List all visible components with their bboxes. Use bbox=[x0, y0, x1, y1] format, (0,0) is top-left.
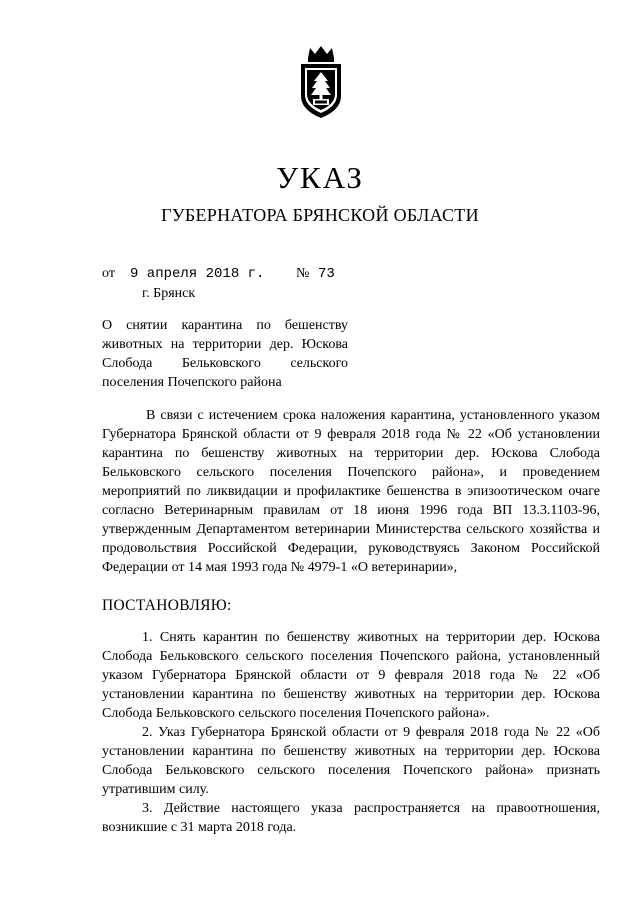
number-value: 73 bbox=[318, 266, 335, 282]
decree-item: 1. Снять карантин по бешенству животных на территории дер. Юскова Слобода Бельковского сельского поселения Почепского района, установленный указом Губернатора Брянской области от 9 февраля 2018 года № 22 «Об установлении карантина по бешенству животных на территории дер. Юскова Слобода Бельковского сельского поселения Почепского района». bbox=[102, 630, 600, 721]
decree-item: 2. Указ Губернатора Брянской области от 9 февраля 2018 года № 22 «Об установлении карантина по бешенству животных на территории дер. Юскова Слобода Бельковского сельского поселения Почепского района» признать утратившим силу. bbox=[102, 725, 600, 797]
coat-of-arms-icon bbox=[298, 44, 344, 124]
document-title: УКАЗ bbox=[276, 160, 364, 195]
date-value: 9 апреля 2018 г. bbox=[130, 266, 265, 282]
decree-items bbox=[102, 628, 600, 837]
decree-item: 3. Действие настоящего указа распространяется на правоотношения, возникшие с 31 марта 2018 года. bbox=[102, 801, 600, 835]
decree-word: ПОСТАНОВЛЯЮ: bbox=[102, 597, 232, 614]
document-subject: О снятии карантина по бешенству животных на территории дер. Юскова Слобода Бельковского сельского поселения Почепского района bbox=[102, 318, 348, 390]
city: г. Брянск bbox=[142, 286, 196, 301]
preamble-paragraph: В связи с истечением срока наложения карантина, установленного указом Губернатора Брянской области от 9 февраля 2018 года № 22 «Об установлении карантина по бешенству животных на территории дер. Юскова Слобода Бельковского сельского поселения Почепского района», и проведением мероприятий по ликвидации и профилактике бешенства в эпизоотическом очаге согласно Ветеринарным правилам от 18 июня 1996 года ВП 13.3.1103-96, утвержденным Департаментом ветеринарии Министерства сельского хозяйства и продовольствия Российской Федерации, руководствуясь Законом Российской Федерации от 14 мая 1993 года № 4979-1 «О ветеринарии», bbox=[102, 408, 600, 575]
document-subtitle: ГУБЕРНАТОРА БРЯНСКОЙ ОБЛАСТИ bbox=[161, 205, 479, 225]
number-prefix: № bbox=[296, 266, 310, 281]
date-prefix: от bbox=[102, 266, 115, 281]
